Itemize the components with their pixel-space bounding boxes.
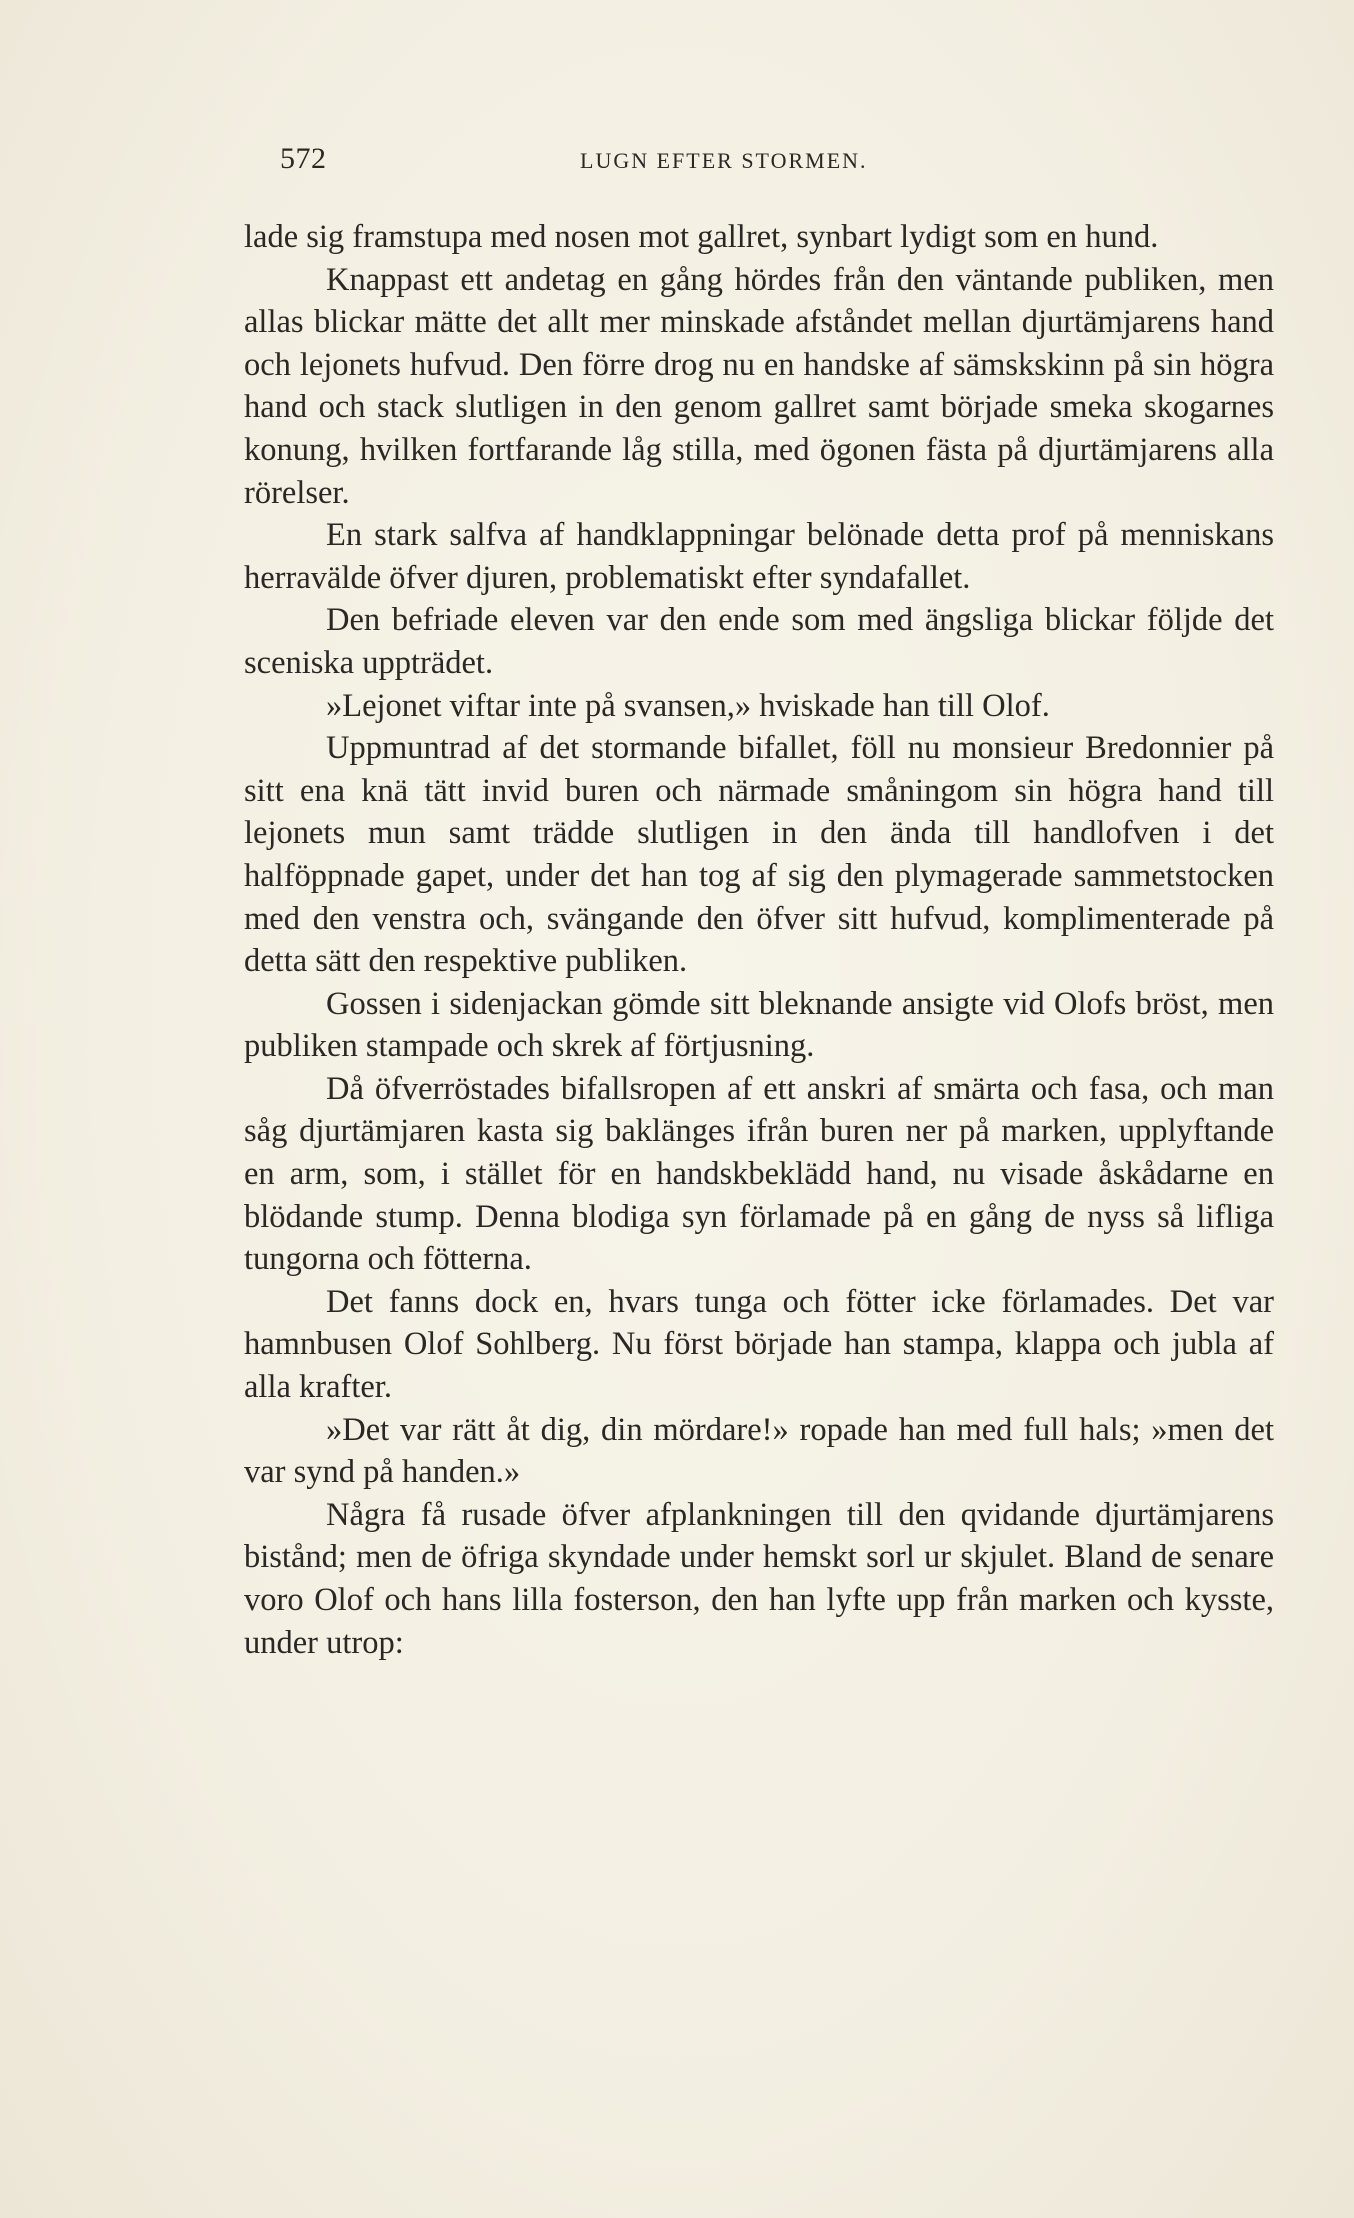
paragraph: Knappast ett andetag en gång hördes från den väntande publiken, men allas blickar mätte det allt mer minskade afståndet mellan djurtämjarens hand och lejonets hufvud. Den förre drog nu en handske af sämskskinn på sin högra hand och stack slutligen in den genom gallret samt började smeka skogarnes konung, hvilken fortfarande låg stilla, med ögonen fästa på djurtämjarens alla rörelser. xyxy=(244,261,1274,511)
paragraph: En stark salfva af handklappningar belönade detta prof på menniskans herravälde öfver djuren, problematiskt efter syndafallet. xyxy=(244,517,1274,596)
paragraph: »Lejonet viftar inte på svansen,» hviskade han till Olof. xyxy=(326,687,1050,724)
paragraph: Gossen i sidenjackan gömde sitt bleknande ansigte vid Olofs bröst, men publiken stampade och skrek af förtjusning. xyxy=(244,985,1274,1065)
body-text xyxy=(244,216,1274,1664)
paragraph: Då öfverröstades bifallsropen af ett anskri af smärta och fasa, och man såg djurtämjaren kasta sig baklänges ifrån buren ner på marken, upplyftande en arm, som, i stället för en handskbeklädd hand, nu visade åskådarne en blödande stump. Denna blodiga syn förlamade på en gång de nyss så lifliga tungorna och fötterna. xyxy=(244,1070,1274,1278)
paragraph: Det fanns dock en, hvars tunga och fötter icke förlamades. Det var hamnbusen Olof Sohlberg. Nu först började han stampa, klappa och jubla af alla krafter. xyxy=(244,1283,1274,1406)
paragraph: lade sig framstupa med nosen mot gallret, synbart lydigt som en hund. xyxy=(244,219,1159,255)
paragraph: »Det var rätt åt dig, din mördare!» ropade han med full hals; »men det var synd på handen.» xyxy=(244,1411,1274,1491)
paragraph: Några få rusade öfver afplankningen till den qvidande djurtämjarens bistånd; men de öfriga skyndade under hemskt sorl ur skjulet. Bland de senare voro Olof och hans lilla fosterson, den han lyfte upp från marken och kysste, under utrop: xyxy=(244,1496,1274,1661)
paragraph: Uppmuntrad af det stormande bifallet, föll nu monsieur Bredonnier på sitt ena knä tätt invid buren och närmade småningom sin högra hand till lejonets mun samt trädde slutligen in den ända till handlofven i det halföppnade gapet, under det han tog af sig den plymagerade sammetstocken med den venstra och, svängande den öfver sitt hufvud, komplimenterade på detta sätt den respektive publiken. xyxy=(244,730,1274,980)
page-header xyxy=(280,142,1100,186)
running-title: LUGN EFTER STORMEN. xyxy=(580,148,868,173)
paragraph: Den befriade eleven var den ende som med ängsliga blickar följde det sceniska uppträdet. xyxy=(244,602,1274,681)
page-number: 572 xyxy=(280,142,327,175)
